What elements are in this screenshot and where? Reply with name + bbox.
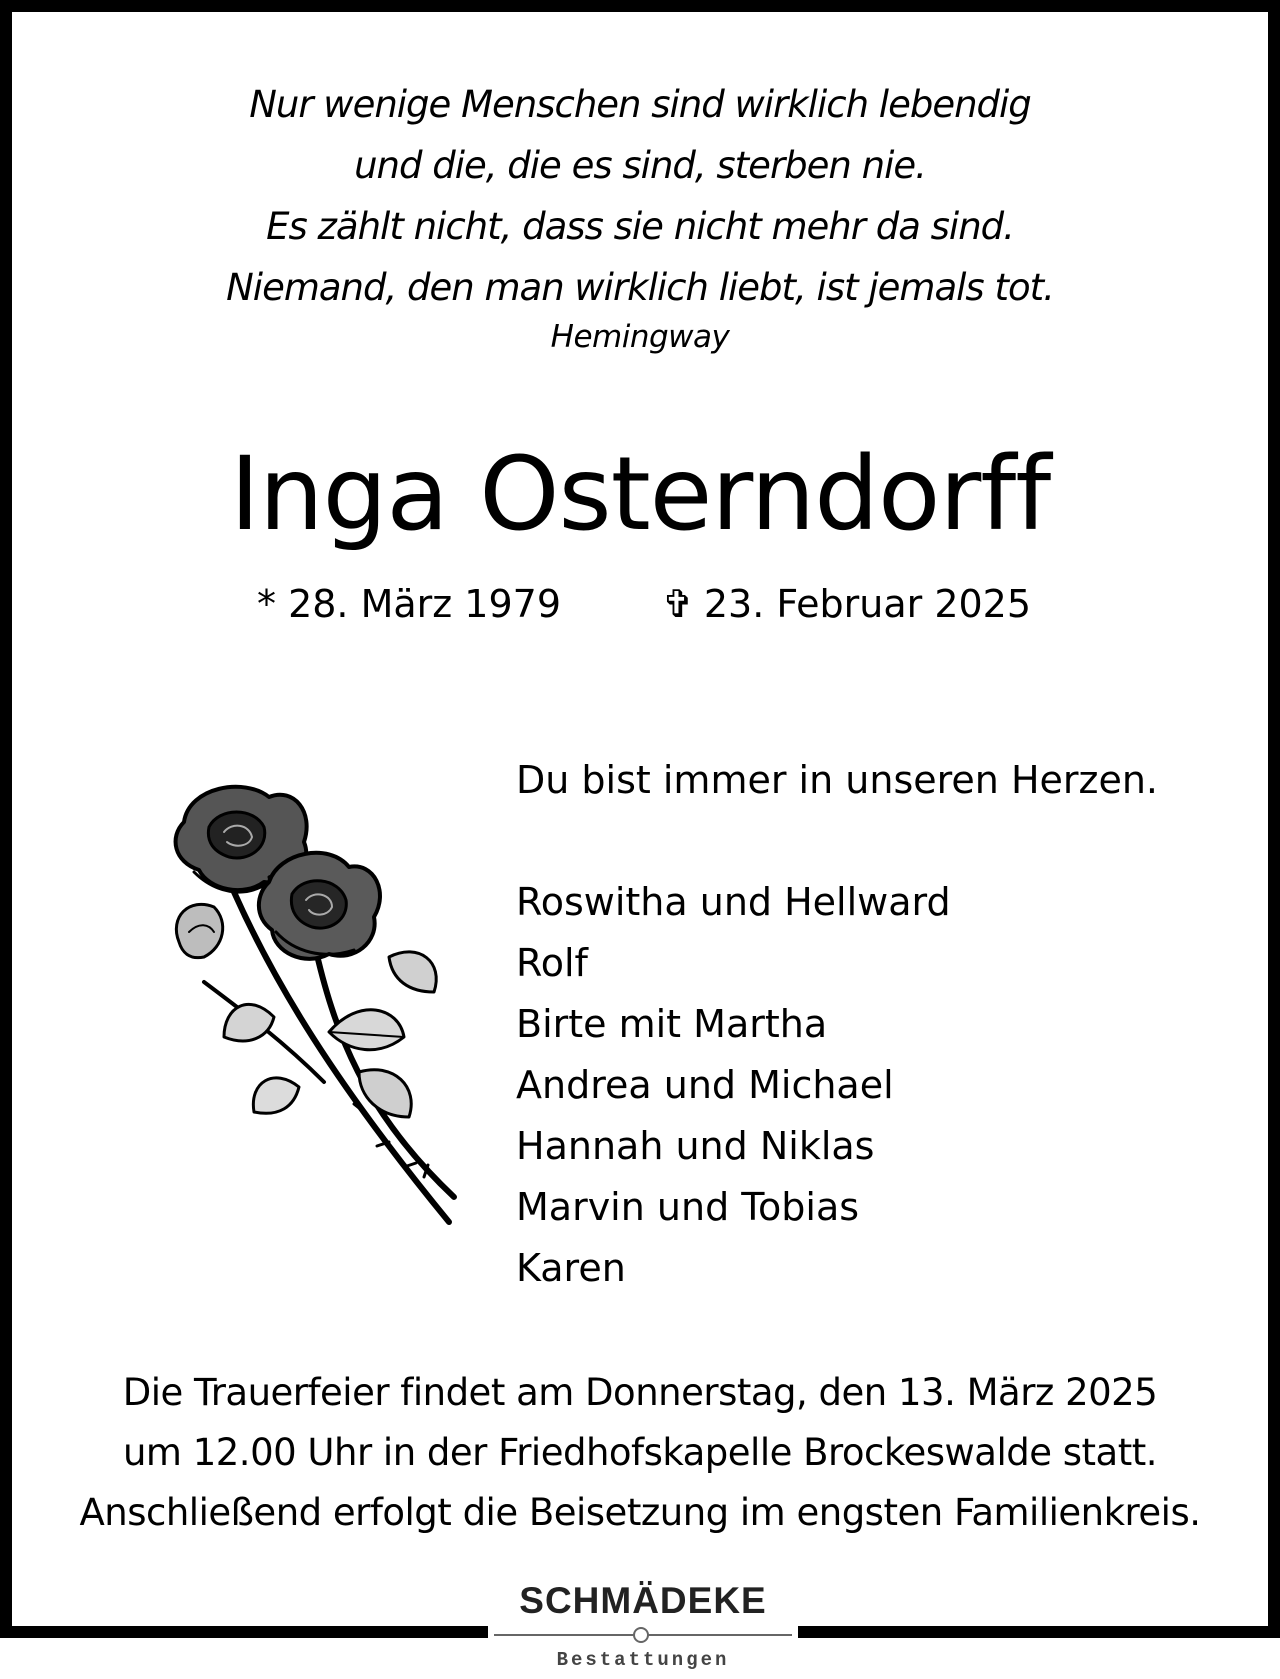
quote-line: und die, die es sind, sterben nie.	[354, 144, 926, 187]
quote-line: Es zählt nicht, dass sie nicht mehr da sind.	[266, 205, 1014, 248]
birth-date: * 28. März 1979	[257, 582, 562, 626]
quote-line: Niemand, den man wirklich liebt, ist jemals tot.	[226, 266, 1054, 309]
mourners-motto: Du bist immer in unseren Herzen.	[516, 758, 1159, 802]
quote-line: Nur wenige Menschen sind wirklich lebendig	[249, 83, 1031, 126]
deceased-name: Inga Osterndorff	[229, 435, 1051, 554]
rose-icon	[164, 782, 474, 1262]
mourners	[516, 750, 1158, 1299]
ceremony-info	[24, 1363, 1256, 1543]
death-date: 23. Februar 2025	[703, 582, 1032, 626]
logo-name: SCHMÄDEKE	[519, 1580, 767, 1621]
mourner-name: Roswitha und Hellward	[516, 880, 951, 924]
ceremony-line: um 12.00 Uhr in der Friedhofskapelle Brockeswalde statt.	[122, 1431, 1158, 1474]
mourner-name: Hannah und Niklas	[516, 1124, 875, 1168]
ceremony-line: Anschließend erfolgt die Beisetzung im engsten Familienkreis.	[79, 1491, 1201, 1534]
death-date-group	[662, 582, 1031, 626]
quote	[24, 74, 1256, 318]
mourner-name: Marvin und Tobias	[516, 1185, 860, 1229]
mourner-name: Rolf	[516, 941, 588, 985]
funeral-home-logo	[488, 1572, 798, 1679]
logo-ring-icon	[633, 1627, 649, 1643]
logo-subtitle: Bestattungen	[556, 1649, 730, 1671]
mourner-name: Andrea und Michael	[516, 1063, 894, 1107]
cross-icon: ✞	[662, 582, 694, 626]
quote-author: Hemingway	[550, 319, 730, 355]
mourner-name: Birte mit Martha	[516, 1002, 828, 1046]
ceremony-line: Die Trauerfeier findet am Donnerstag, den 13. März 2025	[122, 1371, 1158, 1414]
mourner-name: Karen	[516, 1246, 626, 1290]
